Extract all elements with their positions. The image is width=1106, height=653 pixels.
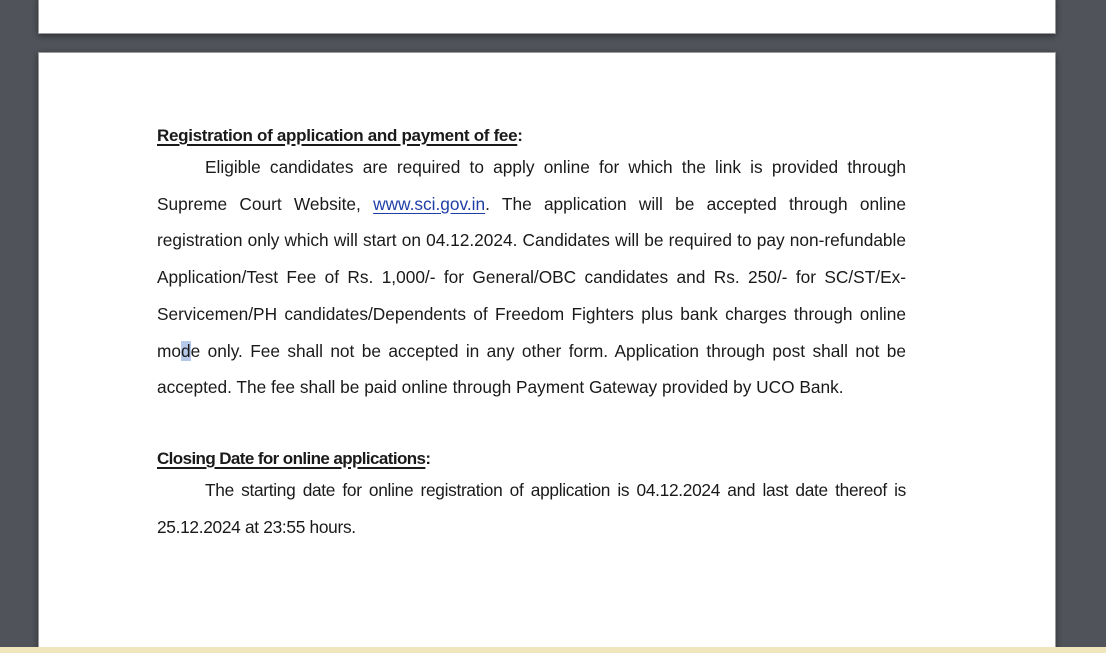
section-heading: Closing Date for online applications: — [157, 448, 431, 468]
section-closing-date — [157, 446, 906, 545]
page-content — [157, 123, 906, 545]
bottom-bar — [0, 647, 1106, 653]
closing-date-paragraph: The starting date for online registration of application is 04.12.2024 and last date thereof is 25.12.2024 at 23:55 hours. — [157, 479, 906, 537]
section-heading: Registration of application and payment of fee: — [157, 126, 523, 145]
section-registration — [157, 123, 906, 406]
document-page — [38, 52, 1056, 652]
sci-website-link[interactable]: www.sci.gov.in — [373, 193, 486, 214]
previous-page — [38, 0, 1056, 34]
registration-paragraph: Eligible candidates are required to apply online for which the link is provided through Supreme Court Website, www.sci.gov.in. The application will be accepted through online registration only which will start on 04.12.2024. Candidates will be required to pay non-refundable Application/Test Fee of Rs. 1,000/- for General/OBC candidates and Rs. 250/- for SC/ST/Ex-Servicemen/PH candidates/Dependents of Freedom Fighters plus bank charges through online mode only. Fee shall not be accepted in any other form. Application through post shall not be accepted. The fee shall be paid online through Payment Gateway provided by UCO Bank. — [157, 157, 906, 398]
text-selection: d — [181, 340, 191, 361]
